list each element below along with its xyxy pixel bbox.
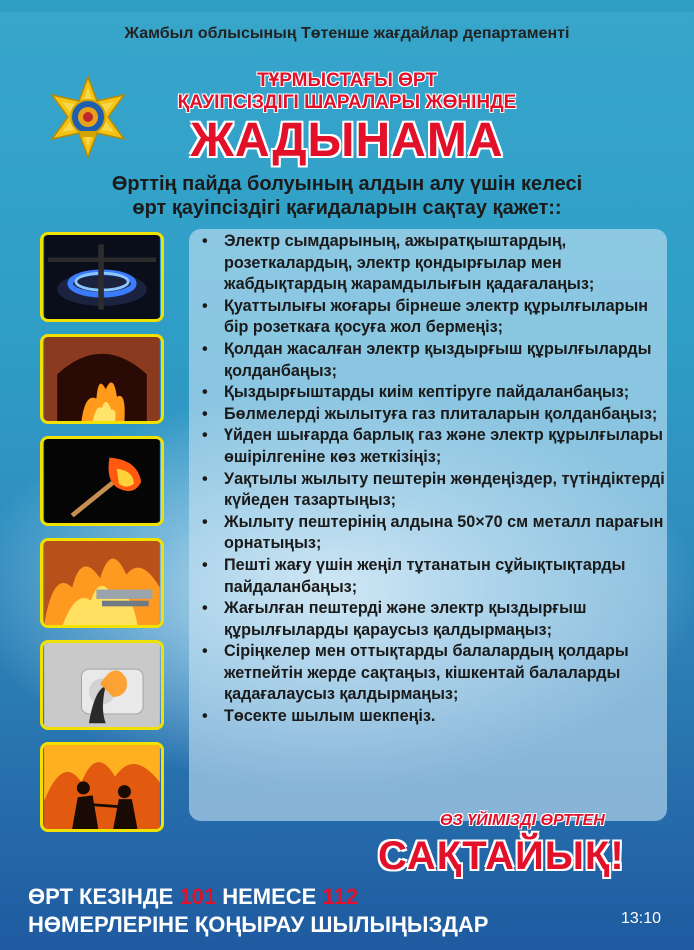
fireplace-icon bbox=[40, 334, 164, 424]
gas-burner-icon bbox=[40, 232, 164, 322]
rule-item: • Жылыту пештерінің алдына 50×70 см металл парағын орнатыңыз; bbox=[200, 512, 670, 555]
top-strip bbox=[0, 0, 694, 12]
rule-item: • Үйден шығарда барлық газ және электр құрылғылары өшірілгеніне көз жеткізіңіз; bbox=[200, 425, 670, 468]
emergency-number-112: 112 bbox=[322, 884, 358, 909]
emergency-call-line-1 bbox=[28, 884, 358, 910]
rule-item: • Уақтылы жылыту пештерін жөндеңіздер, түтіндіктерді күйеден тазартыңыз; bbox=[200, 469, 670, 512]
rules-list bbox=[200, 231, 670, 728]
rule-item: • Бөлмелерді жылытуға газ плиталарын қолданбаңыз; bbox=[200, 404, 670, 426]
rule-item: • Жағылған пештерді және электр қыздырғыш құрылғыларды қараусыз қалдырмаңыз; bbox=[200, 598, 670, 641]
burning-socket-icon bbox=[40, 640, 164, 730]
rule-item: • Қолдан жасалған электр қыздырғыш құрылғыларды қолданбаңыз; bbox=[200, 339, 670, 382]
photo-column bbox=[40, 232, 168, 844]
call-text-1: ӨРТ КЕЗІНДЕ bbox=[28, 884, 180, 909]
title-line-1: ТҰРМЫСТАҒЫ ӨРТ bbox=[257, 70, 437, 91]
rule-item: • Электр сымдарының, ажыратқыштардың, розеткалардың, электр қондырғылар мен жабдықтардың жарамдылығын қадағалаңыз; bbox=[200, 231, 670, 296]
title-line-2: ҚАУІПСІЗДІГІ ШАРАЛАРЫ ЖӨНІНДЕ bbox=[177, 92, 517, 113]
emergency-number-101: 101 bbox=[179, 884, 217, 909]
rule-item: • Қыздырғыштарды киім кептіруге пайдаланбаңыз; bbox=[200, 382, 670, 404]
firefighters-icon bbox=[40, 742, 164, 832]
page-title: ЖАДЫНАМА bbox=[190, 114, 504, 167]
emergency-call-line-2: НӨМЕРЛЕРІНЕ ҚОҢЫРАУ ШЫЛЫҢЫЗДАР bbox=[28, 912, 489, 937]
intro-line-2: өрт қауіпсіздігі қағидаларын сақтау қажет:: bbox=[132, 197, 562, 219]
match-icon bbox=[40, 436, 164, 526]
rule-item: • Пешті жағу үшін жеңіл тұтанатын сұйықтықтарды пайдаланбаңыз; bbox=[200, 555, 670, 598]
status-time: 13:10 bbox=[621, 910, 662, 927]
intro-line-1: Өрттің пайда болуының алдын алу үшін келесі bbox=[111, 173, 583, 195]
slogan-big: САҚТАЙЫҚ! bbox=[378, 834, 625, 878]
department-name: Жамбыл облысының Төтенше жағдайлар департаменті bbox=[124, 25, 570, 42]
rule-item: • Төсекте шылым шекпеңіз. bbox=[200, 706, 670, 728]
intro-text bbox=[0, 172, 694, 220]
rule-item: • Қуаттылығы жоғары бірнеше электр құрылғыларын бір розеткаға қосуға жол бермеңіз; bbox=[200, 296, 670, 339]
slogan-small: ӨЗ ҮЙІМІЗДІ ӨРТТЕН bbox=[440, 812, 605, 829]
rule-item: • Сіріңкелер мен оттықтарды балалардың қолдары жетпейтін жерде сақтаңыз, кішкентай балаларды қадағалаусыз қалдырмаңыз; bbox=[200, 641, 670, 706]
electric-fire-icon bbox=[40, 538, 164, 628]
call-text-2: НЕМЕСЕ bbox=[216, 884, 323, 909]
